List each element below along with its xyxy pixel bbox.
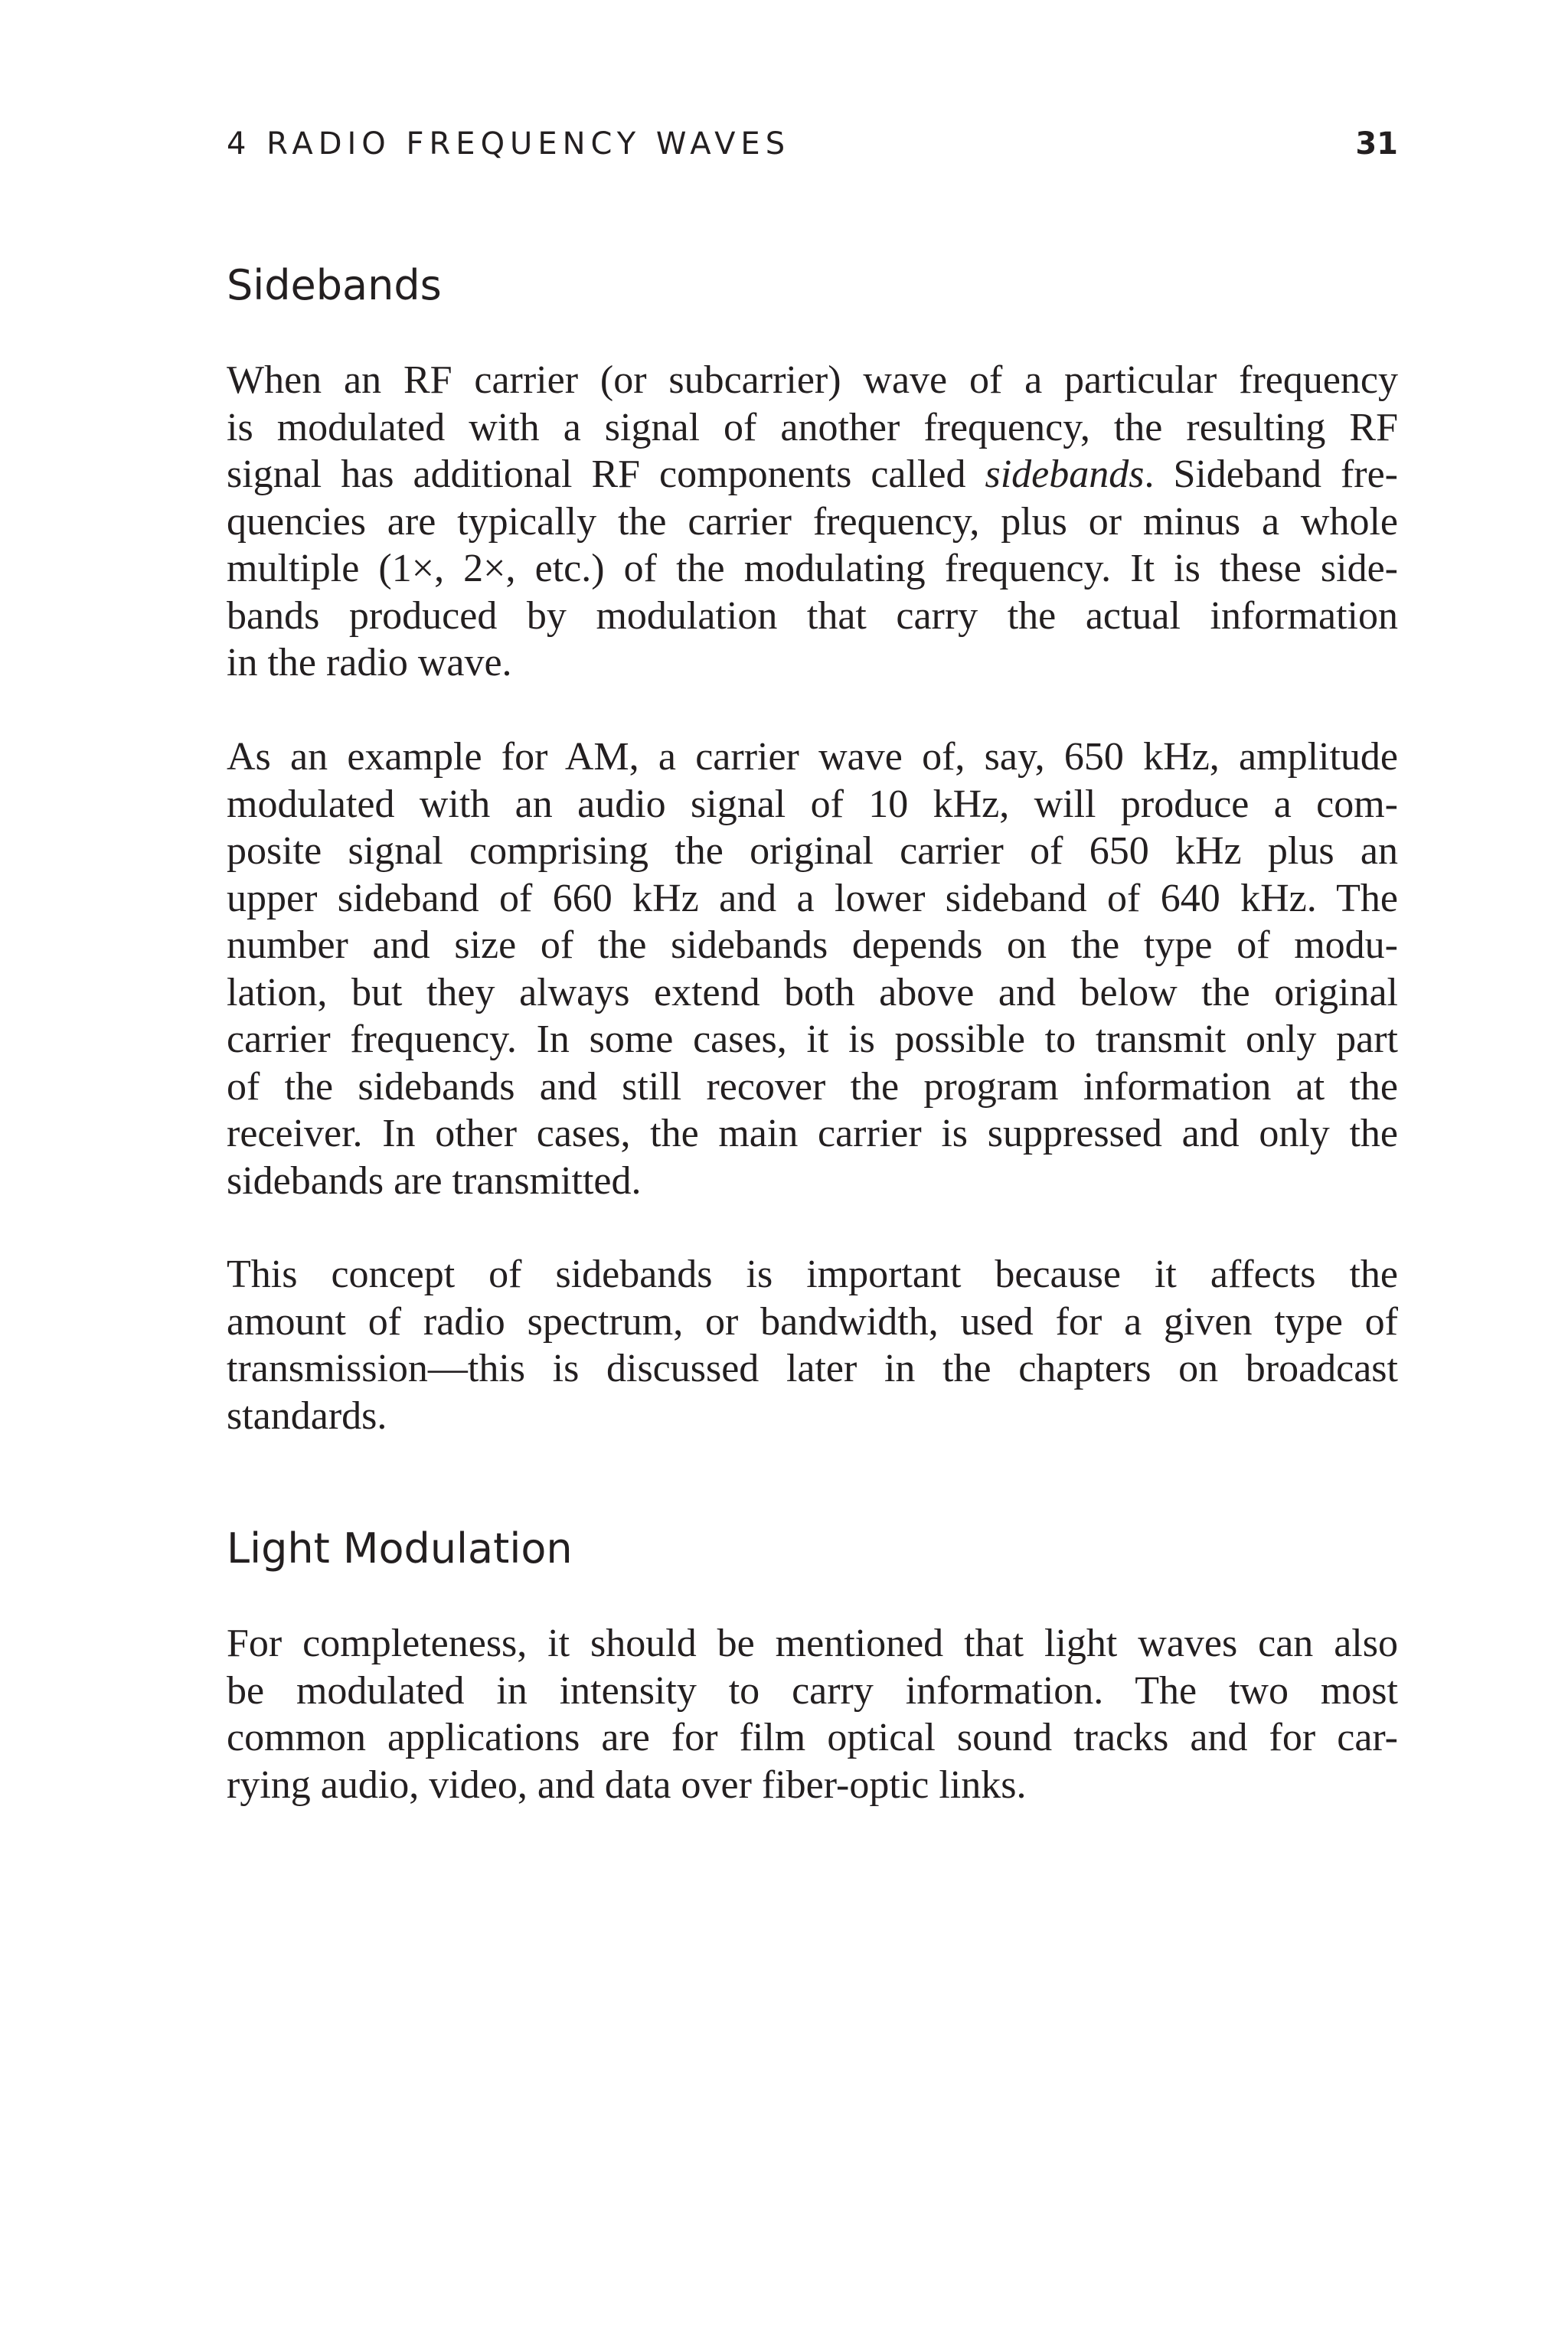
text-line: number and size of the sidebands depends on the type of modu-	[227, 923, 1398, 967]
text-line	[227, 451, 1398, 498]
italic-term: sidebands	[985, 452, 1145, 496]
section-heading-sidebands: Sidebands	[227, 261, 442, 309]
text-line: carrier frequency. In some cases, it is possible to transmit only part	[227, 1018, 1398, 1061]
text-line: posite signal comprising the original carrier of 650 kHz plus an	[227, 829, 1398, 873]
section-heading-light-modulation: Light Modulation	[227, 1524, 573, 1573]
text-line: standards.	[227, 1393, 387, 1438]
text-line: transmission—this is discussed later in the chapters on broadcast	[227, 1347, 1398, 1390]
text-line: When an RF carrier (or subcarrier) wave of a particular frequency	[227, 358, 1398, 402]
chapter-title: 4 RADIO FREQUENCY WAVES	[227, 126, 791, 162]
text-line: common applications are for film optical sound tracks and for car-	[227, 1716, 1398, 1759]
text-line: in the radio wave.	[227, 641, 512, 684]
paragraph-light-modulation	[227, 1620, 1398, 1808]
paragraph-sidebands-definition	[227, 357, 1398, 687]
text-line: lation, but they always extend both above and below the original	[227, 970, 1398, 1014]
text-line: receiver. In other cases, the main carrier is suppressed and only the	[227, 1112, 1398, 1155]
text-line: bands produced by modulation that carry the actual information	[227, 593, 1398, 638]
text-line: multiple (1×, 2×, etc.) of the modulating frequency. It is these side-	[227, 547, 1398, 590]
text-run: signal has additional RF components called	[227, 452, 985, 496]
text-line: is modulated with a signal of another frequency, the resulting RF	[227, 405, 1398, 449]
text-line: This concept of sidebands is important because it affects the	[227, 1253, 1398, 1296]
text-line: be modulated in intensity to carry information. The two most	[227, 1668, 1398, 1713]
text-line: modulated with an audio signal of 10 kHz, will produce a com-	[227, 782, 1398, 826]
text-line: quencies are typically the carrier frequency, plus or minus a whole	[227, 499, 1398, 544]
text-line: For completeness, it should be mentioned that light waves can also	[227, 1622, 1398, 1665]
text-line: sidebands are transmitted.	[227, 1158, 642, 1203]
text-line: As an example for AM, a carrier wave of, say, 650 kHz, amplitude	[227, 735, 1398, 779]
text-line: rying audio, video, and data over fiber-optic links.	[227, 1762, 1027, 1807]
text-line: amount of radio spectrum, or bandwidth, used for a given type of	[227, 1299, 1398, 1344]
paragraph-am-example	[227, 733, 1398, 1204]
page-number: 31	[1355, 126, 1398, 162]
text-line: of the sidebands and still recover the program information at the	[227, 1064, 1398, 1109]
text-line: upper sideband of 660 kHz and a lower sideband of 640 kHz. The	[227, 876, 1398, 920]
text-run: . Sideband fre-	[1144, 452, 1398, 496]
running-head	[227, 125, 1398, 163]
paragraph-sidebands-concept	[227, 1251, 1398, 1439]
